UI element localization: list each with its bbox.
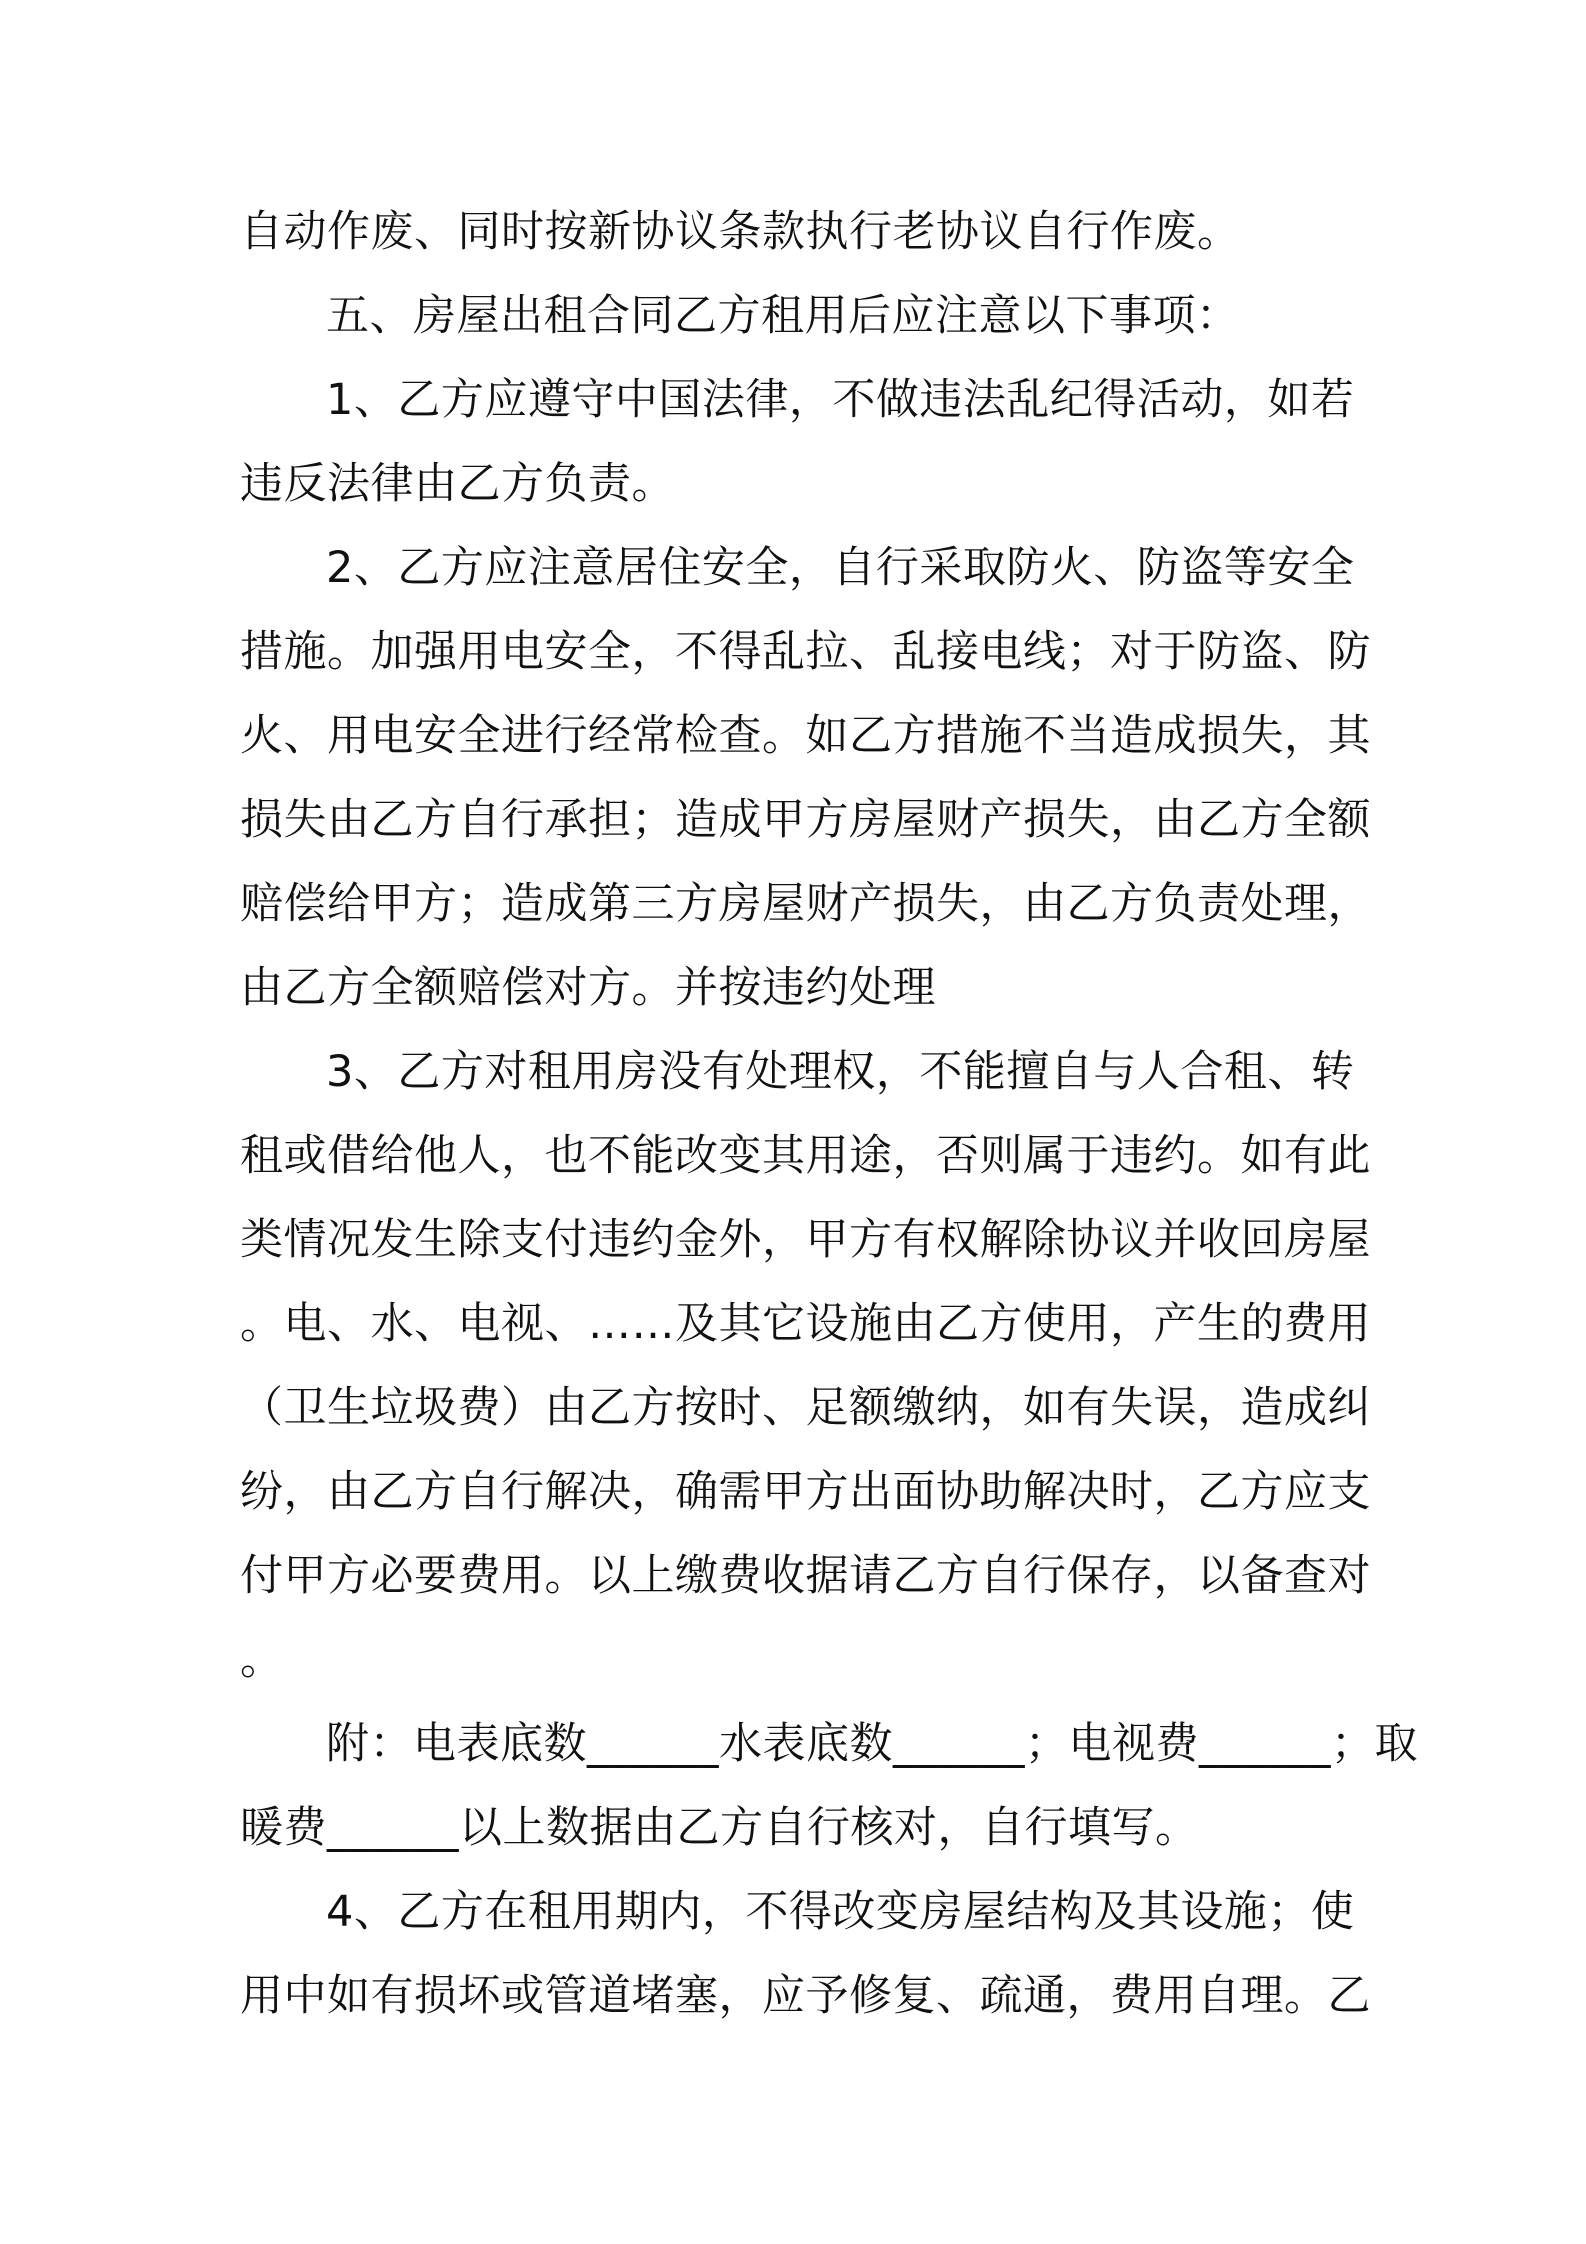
text-line: 赔偿给甲方；造成第三方房屋财产损失，由乙方负责处理，	[240, 879, 1371, 929]
text-line: 。	[240, 1635, 284, 1685]
text-line: （卫生垃圾费）由乙方按时、足额缴纳，如有失误，造成纠	[240, 1383, 1371, 1433]
text-line: 类情况发生除支付违约金外，甲方有权解除协议并收回房屋	[240, 1215, 1371, 1265]
section-heading: 五、房屋出租合同乙方租用后应注意以下事项：	[326, 291, 1240, 341]
text-line: 付甲方必要费用。以上缴费收据请乙方自行保存，以备查对	[240, 1551, 1371, 1601]
text-line: 暖费______以上数据由乙方自行核对，自行填写。	[240, 1803, 1199, 1853]
text-line: 违反法律由乙方负责。	[240, 459, 675, 509]
text-line: 措施。加强用电安全，不得乱拉、乱接电线；对于防盗、防	[240, 627, 1371, 677]
text-line: 4、乙方在租用期内，不得改变房屋结构及其设施；使	[326, 1887, 1355, 1937]
text-line: 租或借给他人，也不能改变其用途，否则属于违约。如有此	[240, 1131, 1371, 1181]
text-line: 由乙方全额赔偿对方。并按违约处理	[240, 963, 936, 1013]
text-line: 损失由乙方自行承担；造成甲方房屋财产损失，由乙方全额	[240, 795, 1371, 845]
document-body	[240, 190, 1418, 2038]
text-line: 3、乙方对租用房没有处理权，不能擅自与人合租、转	[326, 1047, 1355, 1097]
text-line: 。电、水、电视、……及其它设施由乙方使用，产生的费用	[240, 1299, 1371, 1349]
text-line: 1、乙方应遵守中国法律，不做违法乱纪得活动，如若	[326, 375, 1355, 425]
text-line: 用中如有损坏或管道堵塞，应予修复、疏通，费用自理。乙	[240, 1971, 1371, 2021]
meter-readings-line: 附：电表底数______水表底数______；电视费______；取	[326, 1719, 1418, 1769]
text-line: 纷，由乙方自行解决，确需甲方出面协助解决时，乙方应支	[240, 1467, 1371, 1517]
text-line: 自动作废、同时按新协议条款执行老协议自行作废。	[240, 207, 1241, 257]
text-line: 火、用电安全进行经常检查。如乙方措施不当造成损失，其	[240, 711, 1371, 761]
text-line: 2、乙方应注意居住安全，自行采取防火、防盗等安全	[326, 543, 1355, 593]
